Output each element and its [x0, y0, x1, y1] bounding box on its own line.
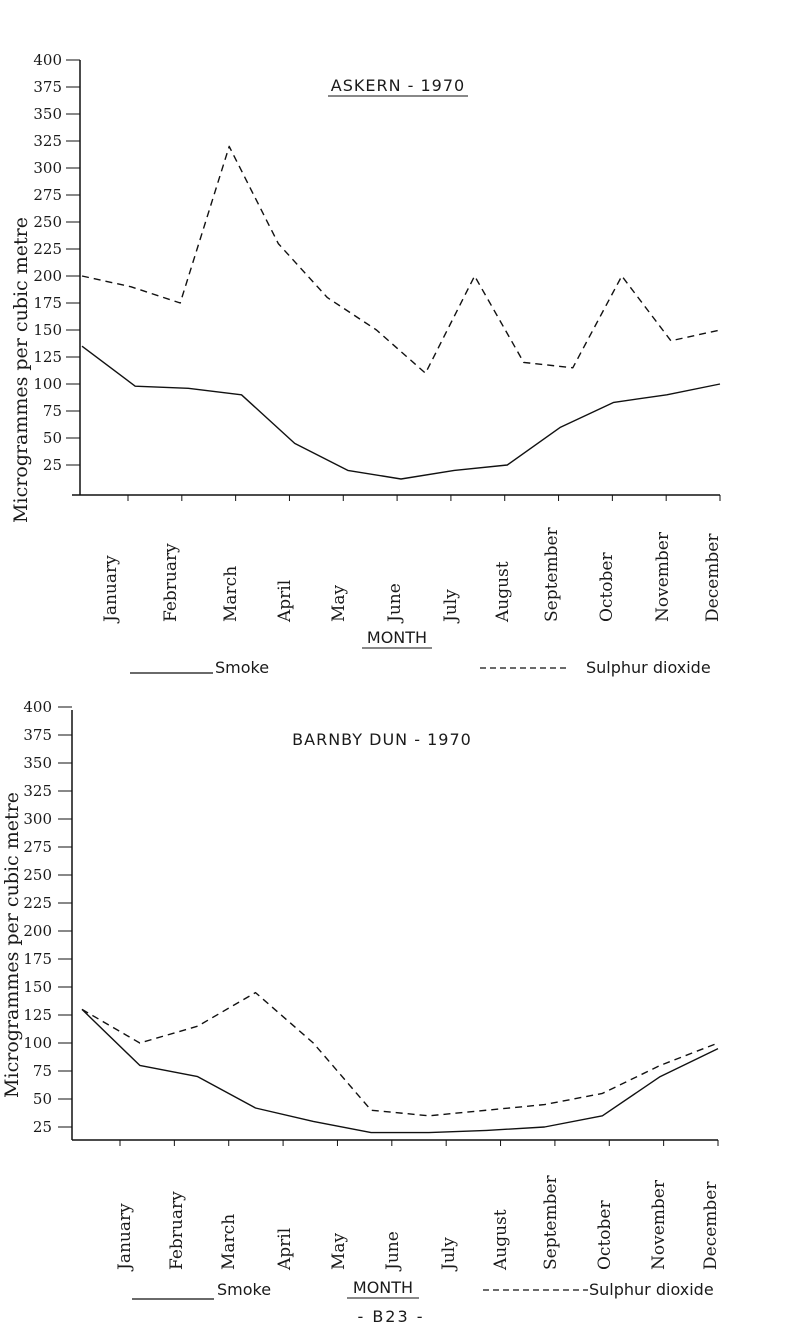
y-tick-label: 175 [23, 950, 52, 968]
y-tick-label: 200 [33, 267, 62, 285]
month-label: August [493, 561, 513, 622]
month-label: May [329, 1232, 349, 1270]
chart-title: ASKERN - 1970 [330, 76, 466, 95]
month-label: November [653, 532, 673, 622]
smoke-line [82, 1009, 718, 1132]
month-label: May [329, 584, 349, 622]
y-tick-label: 375 [23, 726, 52, 744]
y-tick-label: 100 [23, 1034, 52, 1052]
y-tick-label: 100 [33, 375, 62, 393]
y-tick-label: 250 [33, 213, 62, 231]
y-tick-label: 275 [23, 838, 52, 856]
y-axis-ticks [23, 698, 72, 1136]
y-tick-label: 350 [33, 105, 62, 123]
legend-smoke: Smoke [215, 658, 270, 677]
y-tick-label: 300 [33, 159, 62, 177]
sulphur-dioxide-line [82, 993, 718, 1116]
y-axis-label: Microgrammes per cubic metre [10, 217, 32, 523]
legend-smoke: Smoke [217, 1280, 272, 1299]
page-number: - B23 - [357, 1307, 425, 1326]
month-label: August [491, 1209, 511, 1270]
month-label: March [219, 1213, 239, 1270]
month-label: April [275, 579, 295, 622]
month-label: March [221, 565, 241, 622]
month-label: June [383, 1231, 403, 1270]
y-tick-label: 125 [33, 348, 62, 366]
month-label: October [597, 552, 617, 622]
y-tick-label: 350 [23, 754, 52, 772]
y-tick-label: 125 [23, 1006, 52, 1024]
month-labels [101, 526, 723, 624]
month-label: September [541, 1175, 561, 1270]
y-tick-label: 75 [32, 1062, 52, 1080]
plot-area [82, 993, 718, 1133]
y-tick-label: 225 [33, 240, 62, 258]
y-tick-label: 275 [33, 186, 62, 204]
y-tick-label: 50 [32, 1090, 52, 1108]
y-tick-label: 25 [32, 1118, 52, 1136]
month-label: June [385, 583, 405, 622]
y-tick-label: 400 [33, 51, 62, 69]
y-tick-label: 200 [23, 922, 52, 940]
y-tick-label: 50 [42, 429, 62, 447]
legend-so2: Sulphur dioxide [586, 658, 711, 677]
chart-askern [10, 51, 723, 677]
month-label: February [161, 543, 181, 622]
x-axis-ticks [120, 1140, 718, 1146]
month-label: September [542, 527, 562, 622]
x-axis-label: MONTH [352, 1278, 414, 1297]
smoke-line [82, 346, 720, 479]
y-tick-label: 325 [23, 782, 52, 800]
month-label: January [101, 555, 121, 622]
sulphur-dioxide-line [82, 146, 720, 373]
month-label: December [703, 533, 723, 622]
y-tick-label: 75 [42, 402, 62, 420]
month-label: April [275, 1227, 295, 1270]
y-tick-label: 150 [33, 321, 62, 339]
month-label: December [701, 1181, 721, 1270]
x-axis-label: MONTH [366, 628, 428, 647]
month-label: January [115, 1203, 135, 1270]
month-label: October [595, 1200, 615, 1270]
y-tick-label: 400 [23, 698, 52, 716]
chart-title: BARNBY DUN - 1970 [292, 730, 472, 749]
plot-area [82, 146, 720, 479]
y-tick-label: 250 [23, 866, 52, 884]
y-tick-label: 325 [33, 132, 62, 150]
month-label: February [167, 1191, 187, 1270]
y-axis-label: Microgrammes per cubic metre [1, 792, 23, 1098]
y-tick-label: 25 [42, 456, 62, 474]
y-tick-label: 150 [23, 978, 52, 996]
month-label: July [439, 1237, 459, 1270]
month-label: July [441, 589, 461, 622]
y-axis-ticks [33, 51, 80, 474]
y-tick-label: 225 [23, 894, 52, 912]
legend-so2: Sulphur dioxide [589, 1280, 714, 1299]
y-tick-label: 375 [33, 78, 62, 96]
x-axis-ticks [128, 495, 720, 501]
month-labels [115, 1174, 721, 1272]
y-tick-label: 175 [33, 294, 62, 312]
chart-barnby-dun [1, 698, 721, 1299]
month-label: November [649, 1180, 669, 1270]
y-tick-label: 300 [23, 810, 52, 828]
